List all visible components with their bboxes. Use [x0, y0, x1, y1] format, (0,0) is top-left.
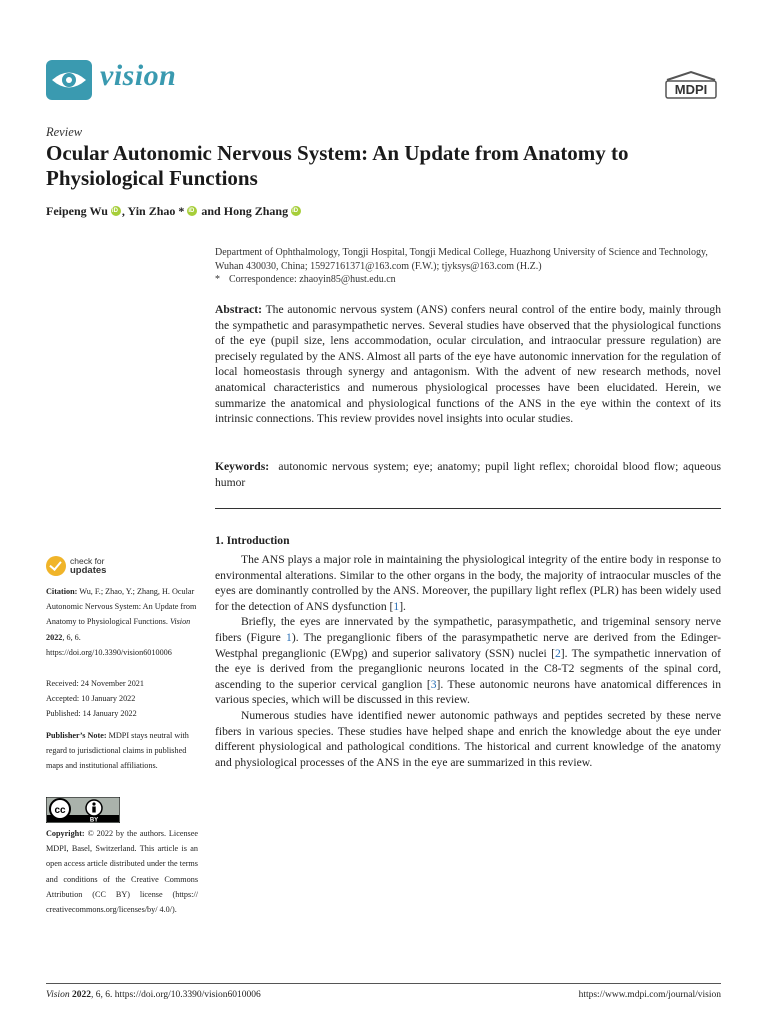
check-line-2: updates	[70, 565, 107, 576]
affiliation: Department of Ophthalmology, Tongji Hospital, Tongji Medical College, Huazhong University of Science and Technology, Wuhan 430030, China; 15927161371@163.com (F.W.); tjyksys@163.com (H.Z.)	[215, 247, 708, 272]
figure-link[interactable]: 1	[286, 630, 292, 644]
check-line-1: check for	[70, 556, 105, 566]
publisher-note	[46, 728, 198, 774]
citation-doi[interactable]: , 6, 6. https://doi.org/10.3390/vision6010006	[46, 632, 172, 657]
article-title: Ocular Autonomic Nervous System: An Update from Anatomy to Physiological Functions	[46, 141, 629, 190]
corresponding-mark: *	[175, 204, 185, 218]
intro-paragraph	[215, 614, 721, 708]
copyright-text: © 2022 by the authors. Licensee MDPI, Basel, Switzerland. This article is an open access article distributed under the terms and conditions of the Creative Commons Attribution (CC BY) license (https:// creativecommons.org/licenses/by/ 4.0/).	[46, 829, 199, 915]
citation-journal: Vision	[169, 617, 191, 627]
author-name[interactable]: Yin Zhao	[127, 204, 176, 218]
section-heading: 1. Introduction	[215, 534, 290, 547]
intro-text: ]. These autonomic neurons have anatomical differences in various species, which will be discussed in this review.	[215, 677, 721, 707]
journal-eye-logo-icon	[46, 60, 92, 100]
introduction-body	[215, 552, 721, 770]
footer-doi[interactable]: , 6, 6. https://doi.org/10.3390/vision6010006	[90, 990, 261, 1000]
orcid-icon[interactable]	[187, 206, 197, 216]
keywords-text: autonomic nervous system; eye; anatomy; pupil light reflex; choroidal blood flow; aqueous humor	[215, 460, 722, 489]
footer-journal-url[interactable]: https://www.mdpi.com/journal/vision	[578, 990, 721, 1000]
reference-link[interactable]: 2	[554, 646, 561, 660]
orcid-icon[interactable]	[111, 206, 121, 216]
author-separator: ,	[121, 204, 128, 218]
intro-text: ]. The sympathetic innervation of the eye is derived from the preganglionic neurons located in the C8-T2 segments of the spinal cord, ascending to the superior cervical ganglion [	[215, 646, 721, 691]
received-date: Received: 24 November 2021	[46, 679, 144, 688]
abstract	[215, 302, 721, 427]
citation	[46, 584, 198, 660]
author-name[interactable]: Feipeng Wu	[46, 204, 108, 218]
check-for-updates-icon[interactable]	[46, 556, 66, 576]
citation-label: Citation:	[46, 587, 78, 596]
intro-paragraph	[215, 552, 721, 614]
cc-by-text: BY	[89, 817, 99, 823]
reference-link[interactable]: 1	[393, 599, 400, 613]
published-date: Published: 14 January 2022	[46, 709, 137, 719]
author-separator: and	[198, 204, 224, 218]
publisher-note-label: Publisher’s Note:	[46, 731, 107, 740]
citation-year: 2022	[46, 632, 63, 642]
citation-text: Wu, F.; Zhao, Y.; Zhang, H. Ocular Autonomic Nervous System: An Update from Anatomy to Physiological Functions.	[46, 587, 197, 627]
intro-text: The ANS plays a major role in maintaining the physiological integrity of the entire body in response to environmental alterations. Similar to the other organs in the body, the majority of intraocular muscles of the eyes are dominantly controlled by the ANS. Moreover, the pupillary light reflex (PLR) has been widely used for the detection of ANS dysfunction [	[215, 553, 721, 613]
mdpi-logo-icon[interactable]	[663, 70, 719, 100]
svg-text:cc: cc	[54, 805, 66, 816]
keywords	[215, 459, 721, 490]
abstract-text: The autonomic nervous system (ANS) confers neural control of the entire body, mainly through the sympathetic and parasympathetic nerves. Several studies have observed that the physiological functions of the eye (pupil size, lens accommodation, ocular circulation, and intraocular pressure regulation) are precisely regulated by the ANS. Almost all parts of the eye have autonomic innervation for the regulation of local homeostasis through synergy and antagonism. With the advent of new research methods, novel anatomical characteristics and numerous physiological processes have been elucidated. Herein, we summarize the anatomical and physiological functions of the ANS in the eye within the context of its intrinsic connections. This review provides novel insights into ocular studies.	[215, 303, 721, 426]
section-divider	[215, 508, 721, 509]
mdpi-logo-text: MDPI	[674, 82, 708, 97]
correspondence-mark: *	[215, 274, 220, 285]
article-type: Review	[46, 125, 83, 139]
footer-divider	[46, 983, 721, 984]
publication-dates	[46, 676, 198, 722]
cc-by-license-icon[interactable]	[46, 797, 120, 823]
author-list	[46, 204, 302, 219]
reference-link[interactable]: 3	[430, 677, 437, 691]
check-for-updates-label[interactable]	[70, 557, 106, 575]
intro-text: ].	[399, 599, 406, 613]
journal-name: vision	[100, 59, 177, 92]
copyright-label: Copyright:	[46, 829, 85, 838]
publisher-note-text: MDPI stays neutral with regard to jurisdictional claims in published maps and institutional affiliations.	[46, 731, 189, 771]
intro-text: Briefly, the eyes are innervated by the sympathetic, parasympathetic, and trigeminal sensory nerve fibers (Figure	[215, 615, 721, 644]
author-name[interactable]: Hong Zhang	[223, 204, 289, 218]
correspondence-text: Correspondence: zhaoyin85@hust.edu.cn	[229, 274, 396, 285]
accepted-date: Accepted: 10 January 2022	[46, 694, 136, 704]
footer-journal: Vision	[46, 990, 70, 1000]
abstract-label: Abstract:	[215, 303, 263, 316]
footer-year: 2022	[71, 990, 91, 1000]
orcid-icon[interactable]	[291, 206, 301, 216]
correspondence	[215, 274, 396, 285]
footer-citation	[46, 990, 261, 1000]
keywords-label: Keywords:	[215, 460, 270, 473]
copyright-notice	[46, 826, 198, 917]
intro-paragraph: Numerous studies have identified newer autonomic pathways and peptides secreted by these nerve fibers in various species. These studies have helped shape and enrich the knowledge about the eye under different physiological and pathological conditions. The historical and current knowledge of the anatomy and physiological processes of the ANS in the eye are summarized in this review.	[215, 708, 721, 769]
intro-text: ). The preganglionic fibers of the parasympathetic nerve are derived from the Edinger-Westphal preganglionic (EWpg) and superior salivatory (SSN) nuclei [	[215, 630, 722, 660]
